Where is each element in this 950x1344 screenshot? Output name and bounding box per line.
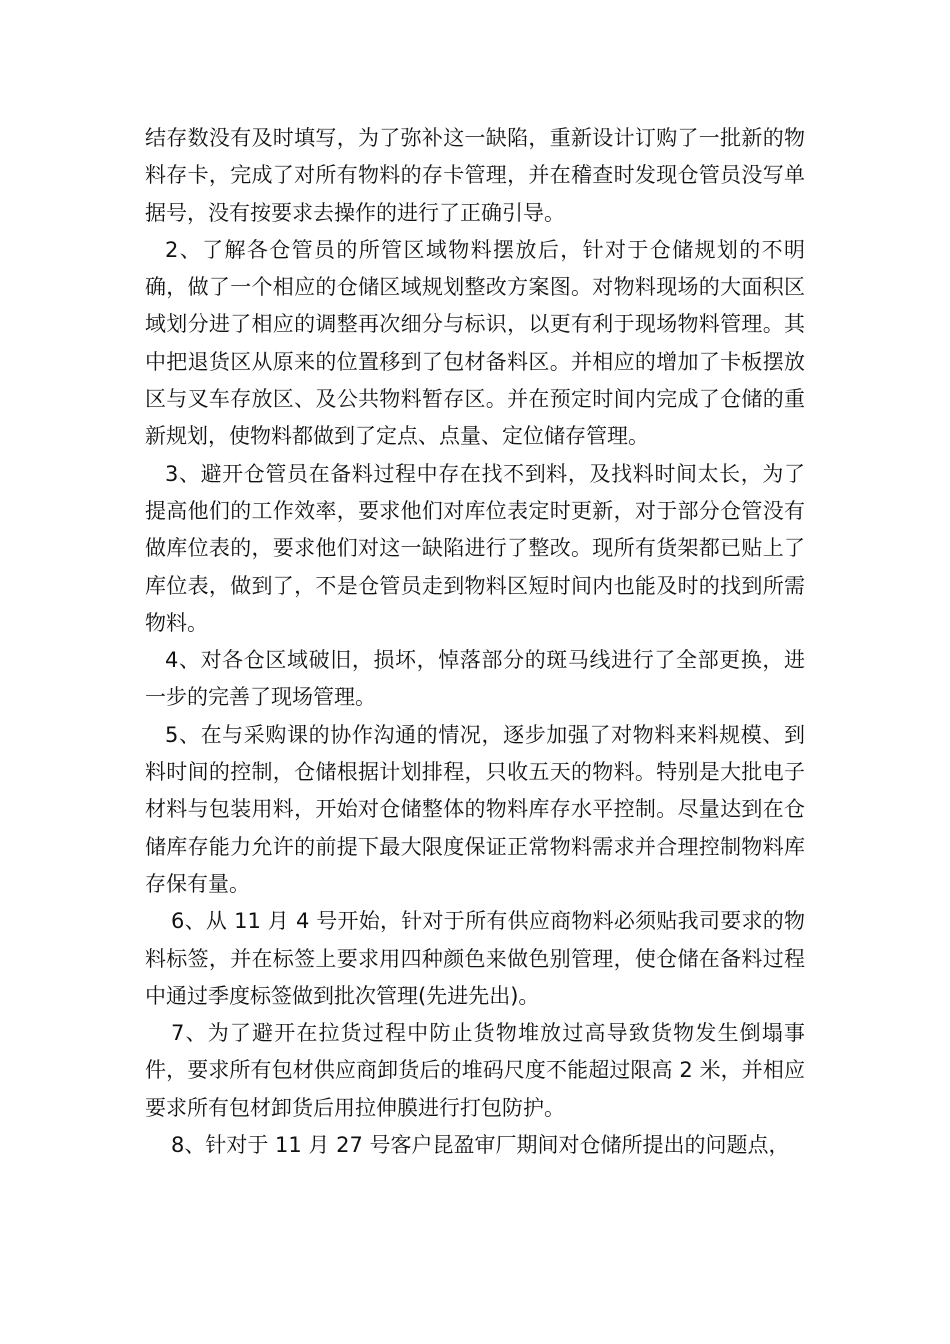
paragraph-item-6: 6、从 11 月 4 号开始，针对于所有供应商物料必须贴我司要求的物料标签，并在标签上要求用四种颜色来做色别管理，使仓储在备料过程中通过季度标签做到批次管理(先进先出)。 — [145, 909, 805, 1008]
paragraph-item-7: 7、为了避开在拉货过程中防止货物堆放过高导致货物发生倒塌事件，要求所有包材供应商卸货后的堆码尺度不能超过限高 2 米，并相应要求所有包材卸货后用拉伸膜进行打包防护。 — [145, 1021, 805, 1120]
document-body — [145, 120, 805, 1164]
paragraph-item-4: 4、对各仓区域破旧，损坏，悼落部分的斑马线进行了全部更换，进一步的完善了现场管理。 — [145, 648, 805, 710]
paragraph-item-2: 2、了解各仓管员的所管区域物料摆放后，针对于仓储规划的不明确，做了一个相应的仓储区域规划整改方案图。对物料现场的大面积区域划分进了相应的调整再次细分与标识，以更有利于现场物料管理。其中把退货区从原来的位置移到了包材备料区。并相应的增加了卡板摆放区与叉车存放区、及公共物料暂存区。并在预定时间内完成了仓储的重新规划，使物料都做到了定点、点量、定位储存管理。 — [145, 237, 805, 449]
paragraph-continuation: 结存数没有及时填写，为了弥补这一缺陷，重新设计订购了一批新的物料存卡，完成了对所有物料的存卡管理，并在稽查时发现仓管员没写单据号，没有按要求去操作的进行了正确引导。 — [145, 126, 805, 225]
paragraph-item-8: 8、针对于 11 月 27 号客户昆盈审厂期间对仓储所提出的问题点， — [171, 1133, 790, 1158]
paragraph-item-5: 5、在与采购课的协作沟通的情况，逐步加强了对物料来料规模、到料时间的控制，仓储根据计划排程，只收五天的物料。特别是大批电子材料与包装用料，开始对仓储整体的物料库存水平控制。尽量达到在仓储库存能力允许的前提下最大限度保证正常物料需求并合理控制物料库存保有量。 — [145, 722, 805, 896]
paragraph-item-3: 3、避开仓管员在备料过程中存在找不到料，及找料时间太长，为了提高他们的工作效率，要求他们对库位表定时更新，对于部分仓管没有做库位表的，要求他们对这一缺陷进行了整改。现所有货架都已贴上了库位表，做到了，不是仓管员走到物料区短时间内也能及时的找到所需物料。 — [145, 461, 805, 635]
